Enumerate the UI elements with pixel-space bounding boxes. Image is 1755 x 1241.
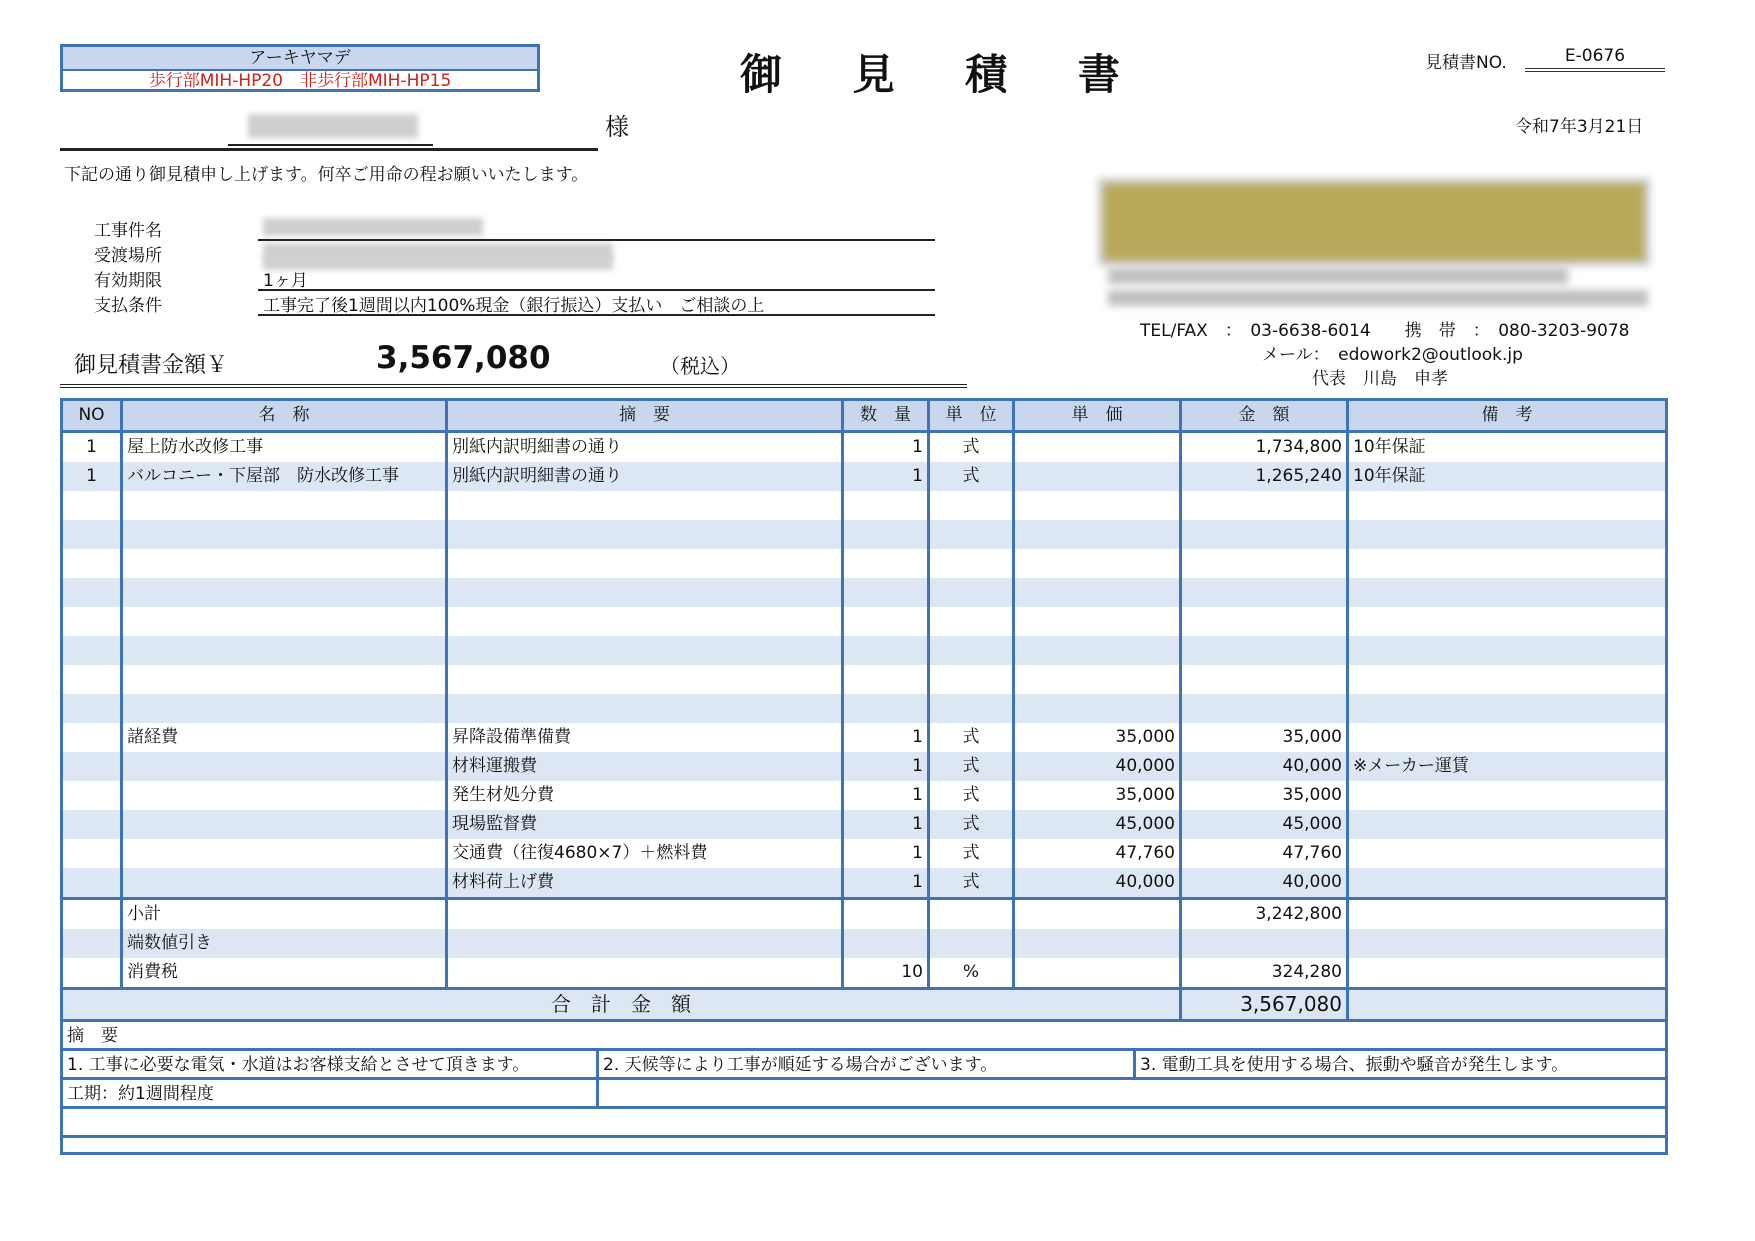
estimate-no-label: 見積書NO. bbox=[1425, 53, 1507, 73]
cell-desc: 別紙内訳明細書の通り bbox=[452, 466, 622, 486]
cell-qty: 1 bbox=[912, 843, 923, 863]
cell-amount: 35,000 bbox=[1282, 785, 1342, 805]
redacted-name bbox=[248, 114, 418, 138]
company-rep: 代表 川島 申孝 bbox=[1312, 369, 1448, 389]
table-row bbox=[63, 868, 1665, 897]
cell-unit: 単 位 bbox=[945, 405, 997, 425]
total-underline bbox=[60, 384, 967, 388]
company-logo bbox=[1098, 178, 1650, 266]
construction-period: 工期：約1週間程度 bbox=[67, 1084, 214, 1104]
cell-qty: 1 bbox=[912, 756, 923, 776]
cell-qty: 1 bbox=[912, 437, 923, 457]
cell-amount: 40,000 bbox=[1282, 872, 1342, 892]
cell-price: 35,000 bbox=[1115, 785, 1175, 805]
table-row bbox=[63, 810, 1665, 839]
cell-qty: 1 bbox=[912, 727, 923, 747]
total-value: 3,567,080 bbox=[376, 340, 551, 376]
table-row bbox=[63, 549, 1665, 578]
estimate-table bbox=[60, 398, 1668, 1155]
table-row bbox=[63, 752, 1665, 781]
grand-total-value: 3,567,080 bbox=[1240, 992, 1342, 1016]
cell-price: 47,760 bbox=[1115, 843, 1175, 863]
table-row bbox=[63, 665, 1665, 694]
total-label: 御見積書金額￥ bbox=[74, 353, 229, 378]
cell-desc: 交通費（往復4680×7）＋燃料費 bbox=[452, 843, 708, 863]
cell-unit: % bbox=[962, 962, 980, 982]
cell-amount: 1,265,240 bbox=[1255, 466, 1342, 486]
cell-unit: 式 bbox=[962, 727, 980, 747]
customer-name bbox=[228, 104, 433, 146]
cell-desc: 発生材処分費 bbox=[452, 785, 554, 805]
column-divider bbox=[445, 401, 448, 987]
column-divider bbox=[1179, 401, 1182, 987]
table-row bbox=[63, 433, 1665, 462]
issue-date: 令和7年3月21日 bbox=[1515, 117, 1644, 137]
company-mail: メール： edowork2@outlook.jp bbox=[1262, 345, 1523, 365]
document-title: 御 見 積 書 bbox=[740, 50, 1148, 99]
cell-desc: 別紙内訳明細書の通り bbox=[452, 437, 622, 457]
cell-price: 単 価 bbox=[1071, 405, 1123, 425]
table-row bbox=[63, 781, 1665, 810]
table-row bbox=[63, 520, 1665, 549]
notes-title: 摘 要 bbox=[67, 1026, 118, 1046]
cell-unit: 式 bbox=[962, 814, 980, 834]
table-row bbox=[63, 694, 1665, 723]
notes-divider bbox=[596, 1051, 599, 1077]
cell-price: 40,000 bbox=[1115, 872, 1175, 892]
cell-price: 40,000 bbox=[1115, 756, 1175, 776]
table-row bbox=[63, 636, 1665, 665]
cell-unit: 式 bbox=[962, 756, 980, 776]
cell-qty: 数 量 bbox=[860, 405, 911, 425]
cell-amount: 3,242,800 bbox=[1255, 904, 1342, 924]
cell-unit: 式 bbox=[962, 785, 980, 805]
cell-remarks: 備 考 bbox=[1481, 405, 1533, 425]
column-divider bbox=[1012, 401, 1015, 987]
grand-total-divider-v bbox=[1346, 990, 1349, 1019]
cell-amount: 47,760 bbox=[1282, 843, 1342, 863]
maker-spec: 歩行部MIH-HP20 非歩行部MIH-HP15 bbox=[148, 71, 452, 91]
column-divider bbox=[120, 401, 123, 987]
redacted-address-2 bbox=[1108, 290, 1648, 306]
greeting-text: 下記の通り御見積申し上げます。何卒ご用命の程お願いいたします。 bbox=[64, 165, 589, 185]
notes-line-4 bbox=[63, 1135, 1665, 1138]
cell-no: 1 bbox=[86, 437, 97, 457]
info-line-1 bbox=[258, 239, 935, 241]
cell-name: 屋上防水改修工事 bbox=[127, 437, 263, 457]
column-divider bbox=[1346, 401, 1349, 987]
info-label-validity: 有効期限 bbox=[94, 271, 162, 291]
redacted-location-2 bbox=[263, 256, 613, 270]
grand-total-label: 合 計 金 額 bbox=[551, 992, 691, 1016]
maker-name: アーキヤマデ bbox=[63, 47, 537, 71]
customer-underline bbox=[60, 148, 598, 151]
grand-total-divider-v bbox=[1179, 990, 1182, 1019]
column-divider bbox=[841, 401, 844, 987]
cell-qty: 1 bbox=[912, 785, 923, 805]
cell-unit: 式 bbox=[962, 437, 980, 457]
cell-name: 端数値引き bbox=[127, 933, 212, 953]
cell-no: 1 bbox=[86, 466, 97, 486]
cell-price: 45,000 bbox=[1115, 814, 1175, 834]
cell-unit: 式 bbox=[962, 466, 980, 486]
cell-remarks: ※メーカー運賃 bbox=[1353, 756, 1469, 776]
info-payment-value: 工事完了後1週間以内100%現金（銀行振込）支払い ご相談の上 bbox=[263, 296, 765, 316]
subtotal-row bbox=[63, 900, 1665, 929]
column-divider bbox=[927, 401, 930, 987]
cell-qty: 1 bbox=[912, 814, 923, 834]
tax-included-note: （税込） bbox=[660, 354, 740, 378]
note-item-1: 1. 工事に必要な電気・水道はお客様支給とさせて頂きます。 bbox=[67, 1055, 530, 1075]
cell-price: 35,000 bbox=[1115, 727, 1175, 747]
cell-desc: 昇降設備準備費 bbox=[452, 727, 571, 747]
cell-unit: 式 bbox=[962, 843, 980, 863]
note-item-3: 3. 電動工具を使用する場合、振動や騒音が発生します。 bbox=[1140, 1055, 1569, 1075]
cell-name: バルコニー・下屋部 防水改修工事 bbox=[127, 466, 399, 486]
grand-total-row bbox=[63, 990, 1665, 1019]
cell-desc: 現場監督費 bbox=[452, 814, 537, 834]
grand-total-divider bbox=[63, 1019, 1665, 1022]
cell-desc: 材料運搬費 bbox=[452, 756, 537, 776]
cell-amount: 金 額 bbox=[1238, 405, 1290, 425]
info-label-location: 受渡場所 bbox=[94, 246, 162, 266]
table-row bbox=[63, 462, 1665, 491]
cell-amount: 35,000 bbox=[1282, 727, 1342, 747]
info-validity-value: 1ヶ月 bbox=[263, 271, 308, 291]
cell-remarks: 10年保証 bbox=[1353, 466, 1426, 486]
subtotal-row bbox=[63, 958, 1665, 987]
table-row bbox=[63, 839, 1665, 868]
maker-box bbox=[60, 44, 540, 92]
estimate-no-value: E-0676 bbox=[1525, 46, 1665, 72]
customer-suffix: 様 bbox=[605, 113, 629, 141]
table-header bbox=[63, 401, 1665, 430]
info-label-project: 工事件名 bbox=[94, 221, 162, 241]
note-item-2: 2. 天候等により工事が順延する場合がございます。 bbox=[603, 1055, 998, 1075]
cell-amount: 324,280 bbox=[1271, 962, 1342, 982]
cell-no: NO bbox=[78, 405, 105, 425]
cell-desc: 摘 要 bbox=[619, 405, 670, 425]
info-label-payment: 支払条件 bbox=[94, 296, 162, 316]
cell-name: 小計 bbox=[127, 904, 161, 924]
cell-amount: 40,000 bbox=[1282, 756, 1342, 776]
cell-name: 消費税 bbox=[127, 962, 178, 982]
cell-qty: 1 bbox=[912, 466, 923, 486]
table-row bbox=[63, 723, 1665, 752]
cell-amount: 1,734,800 bbox=[1255, 437, 1342, 457]
cell-name: 名 称 bbox=[258, 405, 310, 425]
redacted-project bbox=[263, 218, 483, 236]
notes-divider bbox=[1133, 1051, 1136, 1077]
cell-desc: 材料荷上げ費 bbox=[452, 872, 554, 892]
redacted-address-1 bbox=[1108, 268, 1568, 284]
table-row bbox=[63, 491, 1665, 520]
cell-remarks: 10年保証 bbox=[1353, 437, 1426, 457]
notes-line-3 bbox=[63, 1106, 1665, 1109]
cell-name: 諸経費 bbox=[127, 727, 178, 747]
table-row bbox=[63, 607, 1665, 636]
notes-divider bbox=[596, 1080, 599, 1106]
table-row bbox=[63, 578, 1665, 607]
cell-amount: 45,000 bbox=[1282, 814, 1342, 834]
company-tel: TEL/FAX ： 03-6638-6014 携 帯 ： 080-3203-9078 bbox=[1140, 321, 1630, 341]
cell-unit: 式 bbox=[962, 872, 980, 892]
subtotal-row bbox=[63, 929, 1665, 958]
cell-qty: 1 bbox=[912, 872, 923, 892]
cell-qty: 10 bbox=[901, 962, 923, 982]
